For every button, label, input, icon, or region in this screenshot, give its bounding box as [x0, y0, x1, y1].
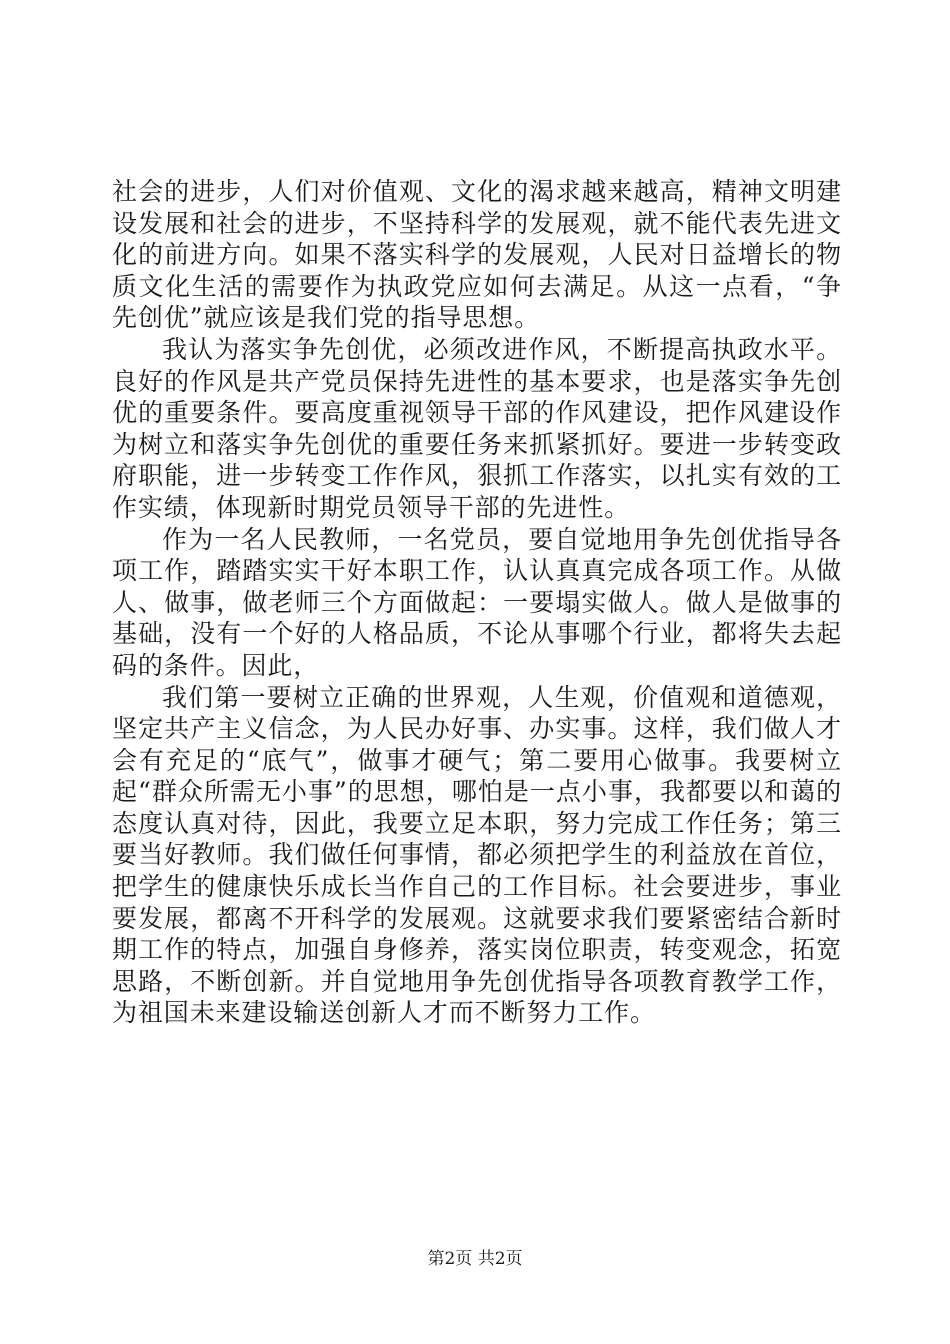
paragraph-2: 我认为落实争先创优，必须改进作风，不断提高执政水平。良好的作风是共产党员保持先进性的基本要求，也是落实争先创优的重要条件。要高度重视领导干部的作风建设，把作风建设作为树立和落实争先创优的重要任务来抓紧抓好。要进一步转变政府职能，进一步转变工作作风，狠抓工作落实，以扎实有效的工作实绩，体现新时期党员领导干部的先进性。 — [112, 334, 842, 522]
paragraph-4: 我们第一要树立正确的世界观，人生观，价值观和道德观，坚定共产主义信念，为人民办好事、办实事。这样，我们做人才会有充足的“底气”，做事才硬气；第二要用心做事。我要树立起“群众所需无小事”的思想，哪怕是一点小事，我都要以和蔼的态度认真对待，因此，我要立足本职，努力完成工作任务；第三要当好教师。我们做任何事情，都必须把学生的利益放在首位，把学生的健康快乐成长当作自己的工作目标。社会要进步，事业要发展，都离不开科学的发展观。这就要求我们要紧密结合新时期工作的特点，加强自身修养，落实岗位职责，转变观念，拓宽思路，不断创新。并自觉地用争先创优指导各项教育教学工作，为祖国未来建设输送创新人才而不断努力工作。 — [112, 682, 842, 1028]
paragraph-3: 作为一名人民教师，一名党员，要自觉地用争先创优指导各项工作，踏踏实实干好本职工作，认认真真完成各项工作。从做人、做事，做老师三个方面做起：一要塌实做人。做人是做事的基础，没有一个好的人格品质，不论从事哪个行业，都将失去起码的条件。因此， — [112, 524, 842, 680]
document-body — [112, 176, 842, 1029]
page-footer: 第2页 共2页 — [427, 1249, 523, 1269]
paragraph-1: 社会的进步，人们对价值观、文化的渴求越来越高，精神文明建设发展和社会的进步，不坚持科学的发展观，就不能代表先进文化的前进方向。如果不落实科学的发展观，人民对日益增长的物质文化生活的需要作为执政党应如何去满足。从这一点看，“争先创优”就应该是我们党的指导思想。 — [112, 177, 842, 333]
